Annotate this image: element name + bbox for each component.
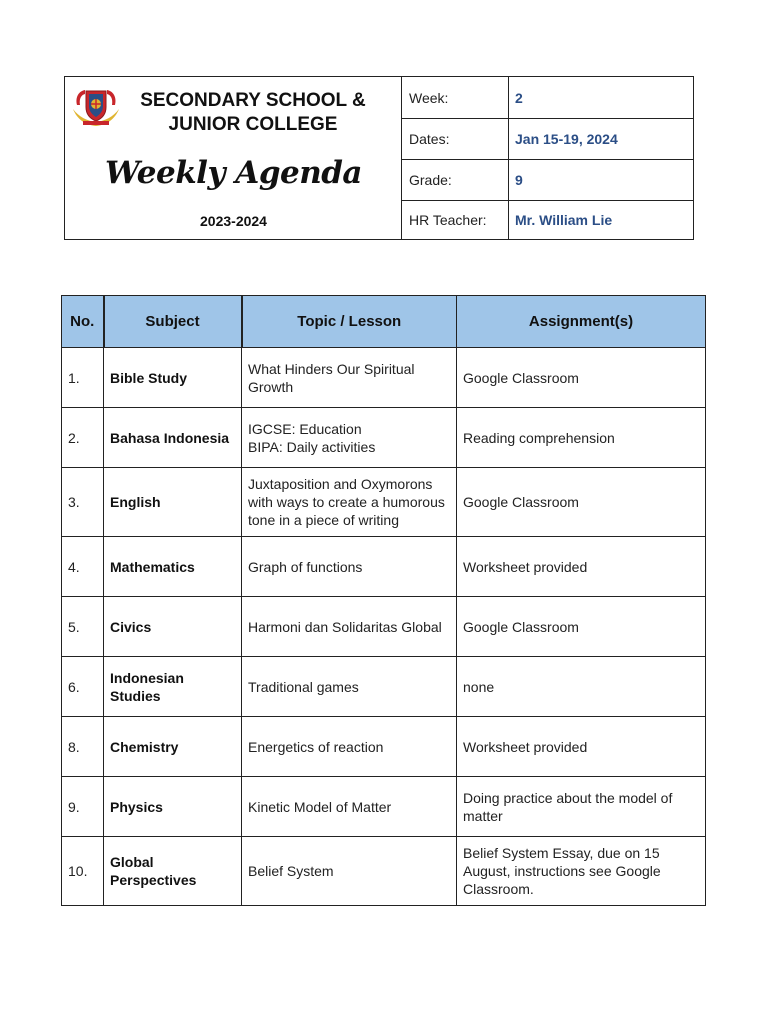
row-topic: Traditional games: [242, 657, 457, 717]
row-no: 2.: [62, 408, 104, 468]
row-assignment: Google Classroom: [457, 348, 706, 408]
row-topic: Graph of functions: [242, 537, 457, 597]
row-assignment: Google Classroom: [457, 468, 706, 537]
row-subject: Chemistry: [104, 717, 242, 777]
row-no: 4.: [62, 537, 104, 597]
table-row: [62, 777, 706, 837]
info-row-teacher: [402, 200, 694, 239]
row-topic: Juxtaposition and Oxymorons with ways to create a humorous tone in a piece of writing: [242, 468, 457, 537]
info-value: Mr. William Lie: [515, 212, 613, 228]
info-value: 2: [515, 89, 523, 106]
academic-year: 2023-2024: [200, 213, 267, 229]
row-no: 6.: [62, 657, 104, 717]
row-no: 10.: [62, 837, 104, 906]
row-topic: [242, 408, 457, 468]
table-header-row: [62, 296, 706, 348]
school-block: [65, 77, 402, 239]
row-assignment: Google Classroom: [457, 597, 706, 657]
table-row: [62, 657, 706, 717]
row-assignment: none: [457, 657, 706, 717]
table-row: [62, 348, 706, 408]
info-label: Grade:: [402, 160, 509, 200]
row-no: 1.: [62, 348, 104, 408]
header-topic: Topic / Lesson: [242, 296, 457, 348]
info-label: Dates:: [402, 119, 509, 159]
row-assignment: Worksheet provided: [457, 717, 706, 777]
document-title: Weekly Agenda: [104, 155, 363, 191]
info-value: 9: [515, 172, 523, 188]
row-topic: Energetics of reaction: [242, 717, 457, 777]
school-name-line1: SECONDARY SCHOOL &: [140, 90, 366, 111]
header-assignment: Assignment(s): [457, 296, 706, 348]
header-subject: Subject: [104, 296, 242, 348]
info-row-dates: [402, 118, 694, 159]
row-subject: Physics: [104, 777, 242, 837]
row-assignment: Worksheet provided: [457, 537, 706, 597]
topic-line: IGCSE: Education: [248, 420, 362, 437]
row-subject: Indonesian Studies: [104, 657, 242, 717]
topic-line: BIPA: Daily activities: [248, 438, 376, 455]
school-name: [113, 89, 393, 137]
info-label: Week:: [402, 77, 509, 118]
table-row: [62, 468, 706, 537]
row-subject: Bible Study: [104, 348, 242, 408]
row-no: 9.: [62, 777, 104, 837]
info-grid: [402, 77, 694, 239]
table-row: [62, 537, 706, 597]
row-subject: Global Perspectives: [104, 837, 242, 906]
row-subject: Bahasa Indonesia: [104, 408, 242, 468]
row-assignment: Reading comprehension: [457, 408, 706, 468]
row-subject: Civics: [104, 597, 242, 657]
row-no: 5.: [62, 597, 104, 657]
info-value: Jan 15-19, 2024: [515, 131, 618, 147]
row-no: 8.: [62, 717, 104, 777]
table-row: [62, 408, 706, 468]
info-row-grade: [402, 159, 694, 200]
table-row: [62, 597, 706, 657]
row-subject: Mathematics: [104, 537, 242, 597]
school-name-line2: JUNIOR COLLEGE: [168, 114, 338, 135]
agenda-header: [64, 76, 694, 240]
row-subject: English: [104, 468, 242, 537]
row-assignment: Doing practice about the model of matter: [457, 777, 706, 837]
agenda-table: [61, 295, 706, 906]
row-topic: What Hinders Our Spiritual Growth: [242, 348, 457, 408]
header-no: No.: [62, 296, 104, 348]
row-topic: Kinetic Model of Matter: [242, 777, 457, 837]
row-topic: Harmoni dan Solidaritas Global: [242, 597, 457, 657]
table-row: [62, 717, 706, 777]
row-assignment: Belief System Essay, due on 15 August, instructions see Google Classroom.: [457, 837, 706, 906]
row-topic: Belief System: [242, 837, 457, 906]
table-row: [62, 837, 706, 906]
row-no: 3.: [62, 468, 104, 537]
info-label: HR Teacher:: [402, 201, 509, 239]
info-row-week: [402, 77, 694, 118]
